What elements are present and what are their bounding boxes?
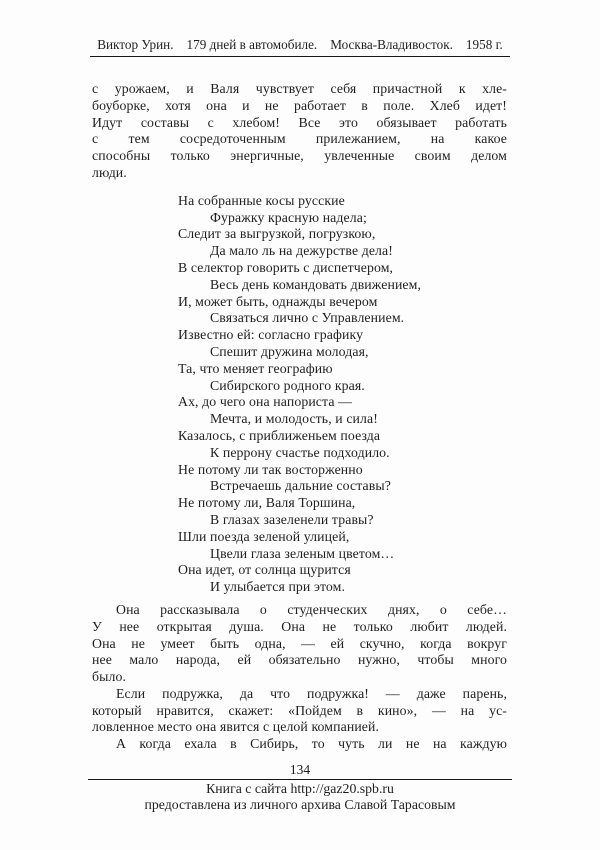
prose-line: способны только энергичные, увлеченные своим делом: [92, 148, 507, 164]
prose-line: А когда ехала в Сибирь, то чуть ли не на каждую: [116, 736, 507, 752]
prose-line: У нее открытая душа. Она не только любит людей.: [92, 618, 507, 634]
poem-line: Мечта, и молодость, и сила!: [210, 411, 378, 427]
poem-line: Казалось, с приближеньем поезда: [178, 427, 381, 443]
prose-line: ловленное место она явится с целой компанией.: [92, 719, 380, 735]
prose-line: нее мало народа, ей обязательно нужно, чтобы много: [92, 652, 507, 668]
poem-line: Ах, до чего она напориста —: [178, 394, 352, 410]
poem-line: Она идет, от солнца щурится: [178, 562, 351, 578]
prose-line: Если подружка, да что подружка! — даже парень,: [116, 685, 507, 701]
prose-line: люди.: [92, 164, 127, 180]
prose-line: который нравится, скажет: «Пойдем в кино», — на ус-: [92, 702, 507, 718]
header-author: Виктор Урин.: [97, 37, 174, 52]
prose-line: Она рассказывала о студенческих днях, о себе…: [116, 601, 507, 617]
header-rule: [90, 56, 510, 57]
poem-line: Фуражку красную надела;: [210, 209, 367, 225]
poem-line: Сибирского родного края.: [210, 377, 365, 393]
poem-line: Известно ей: согласно графику: [178, 327, 364, 343]
prose-line: Идут составы с хлебом! Все это обязывает работать: [92, 114, 507, 130]
poem-line: Следит за выгрузкой, погрузкою,: [178, 226, 376, 242]
paragraph-1: [92, 81, 507, 182]
poem-line: Да мало ль на дежурстве дела!: [210, 243, 393, 259]
poem-line: И улыбается при этом.: [210, 579, 346, 595]
poem-line: На собранные косы русские: [178, 192, 345, 208]
running-header: [0, 37, 600, 53]
poem-line: В глазах зазеленели травы?: [210, 511, 374, 527]
prose-line: с тем сосредоточенным прилежанием, на какое: [92, 131, 507, 147]
poem-line: Цвели глаза зеленым цветом…: [210, 545, 395, 561]
poem-line: К перрону счастье подходило.: [210, 444, 390, 460]
poem-line: Связаться лично с Управлением.: [210, 310, 405, 326]
poem-line: Та, что меняет географию: [178, 360, 333, 376]
footer-rule: [88, 779, 512, 780]
page-number: 134: [289, 762, 311, 777]
paragraph-3: [92, 686, 507, 736]
poem-line: В селектор говорить с диспетчером,: [178, 259, 394, 275]
prose-line: боуборке, хотя она и не работает в поле. Хлеб идет!: [92, 97, 507, 113]
paragraph-4: [92, 736, 507, 753]
poem-line: Шли поезда зеленой улицей,: [178, 528, 350, 544]
header-book-title: 179 дней в автомобиле.: [186, 37, 318, 52]
paragraph-2: [92, 602, 507, 686]
prose-line: с урожаем, и Валя чувствует себя причастной к хле-: [92, 81, 507, 96]
poem-line: И, может быть, однажды вечером: [178, 293, 378, 309]
header-route: Москва-Владивосток.: [330, 37, 453, 52]
prose-line: Она не умеет быть одна, — ей скучно, когда вокруг: [92, 635, 507, 651]
poem-line: Весь день командовать движением,: [210, 276, 422, 292]
prose-line: было.: [92, 669, 127, 685]
poem-line: Не потому ли так восторженно: [178, 461, 363, 477]
poem-block: [178, 193, 507, 596]
poem-line: Встречаешь дальние составы?: [210, 478, 391, 494]
header-year: 1958 г.: [465, 37, 503, 52]
poem-line: Не потому ли, Валя Торшина,: [178, 495, 356, 511]
page-body: [92, 81, 507, 753]
poem-line: Спешит дружина молодая,: [210, 343, 369, 359]
footer-credit-line: предоставлена из личного архива Славой Тарасовым: [144, 797, 456, 812]
footer-source-line: Книга с сайта http://gaz20.spb.ru: [206, 781, 394, 796]
